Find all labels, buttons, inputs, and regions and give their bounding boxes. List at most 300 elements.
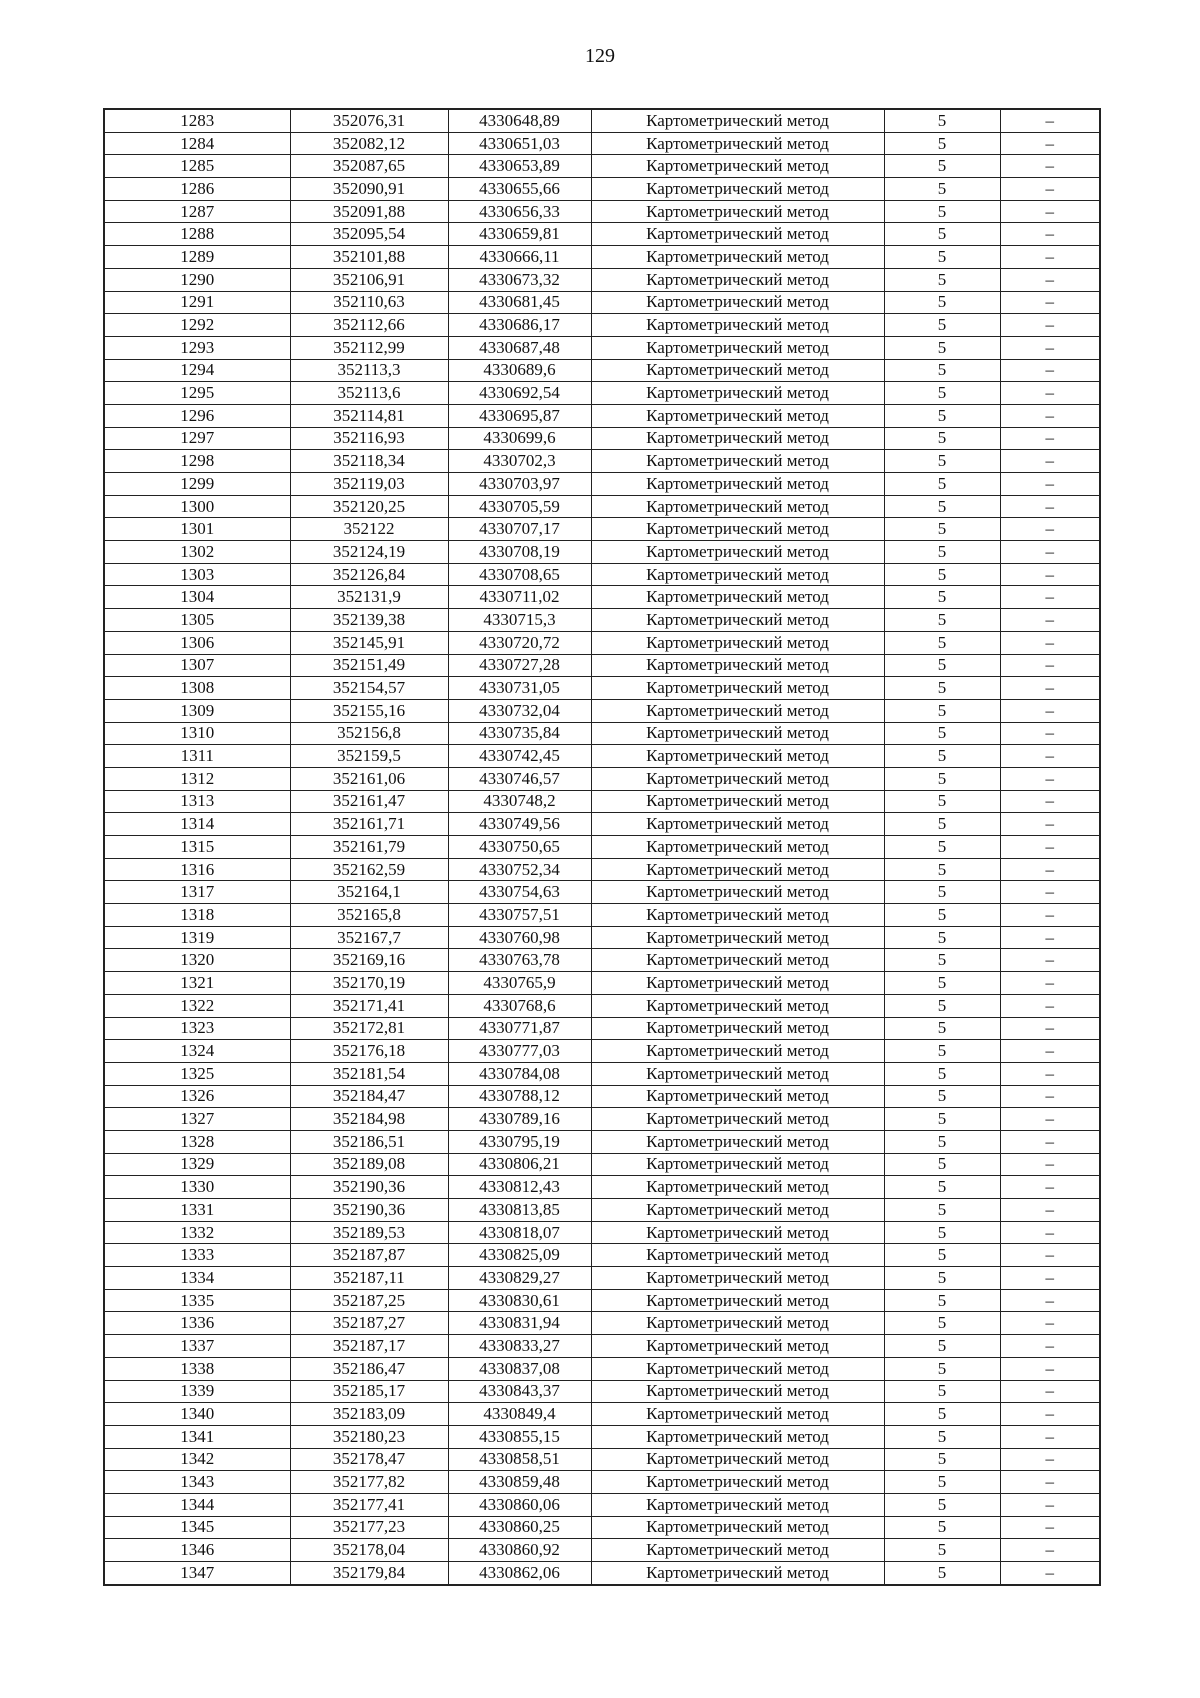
point-number-cell: 1284 xyxy=(104,132,290,155)
y-coordinate-cell: 4330806,21 xyxy=(448,1153,591,1176)
point-number-cell: 1325 xyxy=(104,1062,290,1085)
x-coordinate-cell: 352184,98 xyxy=(290,1108,448,1131)
x-coordinate-cell: 352139,38 xyxy=(290,609,448,632)
accuracy-cell: 5 xyxy=(884,1493,1000,1516)
method-cell: Картометрический метод xyxy=(591,155,884,178)
accuracy-cell: 5 xyxy=(884,813,1000,836)
table-row xyxy=(104,699,1100,722)
y-coordinate-cell: 4330813,85 xyxy=(448,1199,591,1222)
x-coordinate-cell: 352118,34 xyxy=(290,450,448,473)
method-cell: Картометрический метод xyxy=(591,314,884,337)
accuracy-cell: 5 xyxy=(884,246,1000,269)
method-cell: Картометрический метод xyxy=(591,994,884,1017)
method-cell: Картометрический метод xyxy=(591,1493,884,1516)
x-coordinate-cell: 352087,65 xyxy=(290,155,448,178)
remark-cell: – xyxy=(1000,382,1100,405)
x-coordinate-cell: 352186,51 xyxy=(290,1130,448,1153)
method-cell: Картометрический метод xyxy=(591,631,884,654)
accuracy-cell: 5 xyxy=(884,631,1000,654)
y-coordinate-cell: 4330765,9 xyxy=(448,972,591,995)
table-row xyxy=(104,178,1100,201)
accuracy-cell: 5 xyxy=(884,1425,1000,1448)
accuracy-cell: 5 xyxy=(884,1380,1000,1403)
point-number-cell: 1312 xyxy=(104,767,290,790)
table-row xyxy=(104,518,1100,541)
x-coordinate-cell: 352169,16 xyxy=(290,949,448,972)
accuracy-cell: 5 xyxy=(884,1471,1000,1494)
point-number-cell: 1336 xyxy=(104,1312,290,1335)
x-coordinate-cell: 352161,06 xyxy=(290,767,448,790)
accuracy-cell: 5 xyxy=(884,427,1000,450)
x-coordinate-cell: 352131,9 xyxy=(290,586,448,609)
y-coordinate-cell: 4330860,92 xyxy=(448,1539,591,1562)
accuracy-cell: 5 xyxy=(884,336,1000,359)
x-coordinate-cell: 352171,41 xyxy=(290,994,448,1017)
x-coordinate-cell: 352164,1 xyxy=(290,881,448,904)
x-coordinate-cell: 352151,49 xyxy=(290,654,448,677)
accuracy-cell: 5 xyxy=(884,541,1000,564)
y-coordinate-cell: 4330653,89 xyxy=(448,155,591,178)
remark-cell: – xyxy=(1000,1312,1100,1335)
x-coordinate-cell: 352178,47 xyxy=(290,1448,448,1471)
y-coordinate-cell: 4330860,06 xyxy=(448,1493,591,1516)
x-coordinate-cell: 352177,23 xyxy=(290,1516,448,1539)
accuracy-cell: 5 xyxy=(884,1199,1000,1222)
method-cell: Картометрический метод xyxy=(591,722,884,745)
method-cell: Картометрический метод xyxy=(591,495,884,518)
accuracy-cell: 5 xyxy=(884,926,1000,949)
remark-cell: – xyxy=(1000,1380,1100,1403)
point-number-cell: 1340 xyxy=(104,1403,290,1426)
accuracy-cell: 5 xyxy=(884,1244,1000,1267)
method-cell: Картометрический метод xyxy=(591,699,884,722)
x-coordinate-cell: 352177,82 xyxy=(290,1471,448,1494)
point-number-cell: 1329 xyxy=(104,1153,290,1176)
y-coordinate-cell: 4330795,19 xyxy=(448,1130,591,1153)
x-coordinate-cell: 352184,47 xyxy=(290,1085,448,1108)
point-number-cell: 1313 xyxy=(104,790,290,813)
accuracy-cell: 5 xyxy=(884,1040,1000,1063)
x-coordinate-cell: 352189,53 xyxy=(290,1221,448,1244)
table-row xyxy=(104,1471,1100,1494)
accuracy-cell: 5 xyxy=(884,677,1000,700)
x-coordinate-cell: 352177,41 xyxy=(290,1493,448,1516)
remark-cell: – xyxy=(1000,1176,1100,1199)
x-coordinate-cell: 352180,23 xyxy=(290,1425,448,1448)
accuracy-cell: 5 xyxy=(884,1221,1000,1244)
table-row xyxy=(104,495,1100,518)
method-cell: Картометрический метод xyxy=(591,609,884,632)
method-cell: Картометрический метод xyxy=(591,1221,884,1244)
point-number-cell: 1322 xyxy=(104,994,290,1017)
point-number-cell: 1293 xyxy=(104,336,290,359)
point-number-cell: 1342 xyxy=(104,1448,290,1471)
table-row xyxy=(104,1562,1100,1585)
x-coordinate-cell: 352187,11 xyxy=(290,1267,448,1290)
point-number-cell: 1347 xyxy=(104,1562,290,1585)
method-cell: Картометрический метод xyxy=(591,1425,884,1448)
x-coordinate-cell: 352187,27 xyxy=(290,1312,448,1335)
x-coordinate-cell: 352120,25 xyxy=(290,495,448,518)
remark-cell: – xyxy=(1000,813,1100,836)
point-number-cell: 1301 xyxy=(104,518,290,541)
table-row xyxy=(104,223,1100,246)
accuracy-cell: 5 xyxy=(884,495,1000,518)
remark-cell: – xyxy=(1000,132,1100,155)
x-coordinate-cell: 352145,91 xyxy=(290,631,448,654)
accuracy-cell: 5 xyxy=(884,972,1000,995)
y-coordinate-cell: 4330812,43 xyxy=(448,1176,591,1199)
table-row xyxy=(104,1493,1100,1516)
y-coordinate-cell: 4330715,3 xyxy=(448,609,591,632)
x-coordinate-cell: 352126,84 xyxy=(290,563,448,586)
x-coordinate-cell: 352112,99 xyxy=(290,336,448,359)
y-coordinate-cell: 4330711,02 xyxy=(448,586,591,609)
accuracy-cell: 5 xyxy=(884,473,1000,496)
x-coordinate-cell: 352161,47 xyxy=(290,790,448,813)
table-row xyxy=(104,1108,1100,1131)
coordinates-table-body xyxy=(104,109,1100,1585)
remark-cell: – xyxy=(1000,745,1100,768)
x-coordinate-cell: 352186,47 xyxy=(290,1357,448,1380)
accuracy-cell: 5 xyxy=(884,268,1000,291)
point-number-cell: 1327 xyxy=(104,1108,290,1131)
table-row xyxy=(104,291,1100,314)
table-row xyxy=(104,1380,1100,1403)
method-cell: Картометрический метод xyxy=(591,1448,884,1471)
x-coordinate-cell: 352155,16 xyxy=(290,699,448,722)
point-number-cell: 1333 xyxy=(104,1244,290,1267)
point-number-cell: 1320 xyxy=(104,949,290,972)
y-coordinate-cell: 4330705,59 xyxy=(448,495,591,518)
table-row xyxy=(104,1176,1100,1199)
table-row xyxy=(104,858,1100,881)
table-row xyxy=(104,1357,1100,1380)
remark-cell: – xyxy=(1000,291,1100,314)
accuracy-cell: 5 xyxy=(884,132,1000,155)
accuracy-cell: 5 xyxy=(884,1516,1000,1539)
remark-cell: – xyxy=(1000,178,1100,201)
table-row xyxy=(104,1425,1100,1448)
remark-cell: – xyxy=(1000,790,1100,813)
point-number-cell: 1318 xyxy=(104,904,290,927)
y-coordinate-cell: 4330742,45 xyxy=(448,745,591,768)
point-number-cell: 1298 xyxy=(104,450,290,473)
accuracy-cell: 5 xyxy=(884,1153,1000,1176)
y-coordinate-cell: 4330830,61 xyxy=(448,1289,591,1312)
x-coordinate-cell: 352116,93 xyxy=(290,427,448,450)
table-row xyxy=(104,314,1100,337)
method-cell: Картометрический метод xyxy=(591,1176,884,1199)
x-coordinate-cell: 352101,88 xyxy=(290,246,448,269)
point-number-cell: 1337 xyxy=(104,1335,290,1358)
remark-cell: – xyxy=(1000,654,1100,677)
x-coordinate-cell: 352091,88 xyxy=(290,200,448,223)
x-coordinate-cell: 352189,08 xyxy=(290,1153,448,1176)
y-coordinate-cell: 4330843,37 xyxy=(448,1380,591,1403)
method-cell: Картометрический метод xyxy=(591,881,884,904)
table-row xyxy=(104,745,1100,768)
remark-cell: – xyxy=(1000,314,1100,337)
accuracy-cell: 5 xyxy=(884,745,1000,768)
method-cell: Картометрический метод xyxy=(591,1267,884,1290)
accuracy-cell: 5 xyxy=(884,767,1000,790)
remark-cell: – xyxy=(1000,1562,1100,1585)
table-row xyxy=(104,1040,1100,1063)
point-number-cell: 1285 xyxy=(104,155,290,178)
method-cell: Картометрический метод xyxy=(591,1539,884,1562)
point-number-cell: 1335 xyxy=(104,1289,290,1312)
accuracy-cell: 5 xyxy=(884,1108,1000,1131)
y-coordinate-cell: 4330673,32 xyxy=(448,268,591,291)
remark-cell: – xyxy=(1000,1448,1100,1471)
y-coordinate-cell: 4330788,12 xyxy=(448,1085,591,1108)
remark-cell: – xyxy=(1000,1130,1100,1153)
remark-cell: – xyxy=(1000,586,1100,609)
accuracy-cell: 5 xyxy=(884,654,1000,677)
method-cell: Картометрический метод xyxy=(591,972,884,995)
accuracy-cell: 5 xyxy=(884,404,1000,427)
table-row xyxy=(104,1539,1100,1562)
accuracy-cell: 5 xyxy=(884,1130,1000,1153)
accuracy-cell: 5 xyxy=(884,1335,1000,1358)
table-row xyxy=(104,1153,1100,1176)
point-number-cell: 1287 xyxy=(104,200,290,223)
method-cell: Картометрический метод xyxy=(591,1085,884,1108)
y-coordinate-cell: 4330833,27 xyxy=(448,1335,591,1358)
table-row xyxy=(104,972,1100,995)
accuracy-cell: 5 xyxy=(884,904,1000,927)
remark-cell: – xyxy=(1000,1017,1100,1040)
accuracy-cell: 5 xyxy=(884,790,1000,813)
y-coordinate-cell: 4330708,65 xyxy=(448,563,591,586)
method-cell: Картометрический метод xyxy=(591,178,884,201)
x-coordinate-cell: 352076,31 xyxy=(290,109,448,132)
remark-cell: – xyxy=(1000,994,1100,1017)
point-number-cell: 1289 xyxy=(104,246,290,269)
table-row xyxy=(104,1221,1100,1244)
point-number-cell: 1286 xyxy=(104,178,290,201)
point-number-cell: 1343 xyxy=(104,1471,290,1494)
y-coordinate-cell: 4330858,51 xyxy=(448,1448,591,1471)
method-cell: Картометрический метод xyxy=(591,1312,884,1335)
y-coordinate-cell: 4330855,15 xyxy=(448,1425,591,1448)
point-number-cell: 1304 xyxy=(104,586,290,609)
coordinates-table xyxy=(103,108,1101,1586)
accuracy-cell: 5 xyxy=(884,1176,1000,1199)
remark-cell: – xyxy=(1000,518,1100,541)
point-number-cell: 1310 xyxy=(104,722,290,745)
table-row xyxy=(104,450,1100,473)
point-number-cell: 1345 xyxy=(104,1516,290,1539)
y-coordinate-cell: 4330825,09 xyxy=(448,1244,591,1267)
table-row xyxy=(104,268,1100,291)
point-number-cell: 1295 xyxy=(104,382,290,405)
point-number-cell: 1323 xyxy=(104,1017,290,1040)
method-cell: Картометрический метод xyxy=(591,268,884,291)
remark-cell: – xyxy=(1000,1335,1100,1358)
method-cell: Картометрический метод xyxy=(591,427,884,450)
table-row xyxy=(104,1403,1100,1426)
table-row xyxy=(104,1267,1100,1290)
table-row xyxy=(104,1199,1100,1222)
y-coordinate-cell: 4330749,56 xyxy=(448,813,591,836)
accuracy-cell: 5 xyxy=(884,359,1000,382)
y-coordinate-cell: 4330731,05 xyxy=(448,677,591,700)
method-cell: Картометрический метод xyxy=(591,1153,884,1176)
remark-cell: – xyxy=(1000,631,1100,654)
y-coordinate-cell: 4330666,11 xyxy=(448,246,591,269)
method-cell: Картометрический метод xyxy=(591,904,884,927)
x-coordinate-cell: 352183,09 xyxy=(290,1403,448,1426)
page-number: 129 xyxy=(585,45,615,67)
y-coordinate-cell: 4330687,48 xyxy=(448,336,591,359)
y-coordinate-cell: 4330707,17 xyxy=(448,518,591,541)
table-row xyxy=(104,881,1100,904)
point-number-cell: 1307 xyxy=(104,654,290,677)
method-cell: Картометрический метод xyxy=(591,1471,884,1494)
point-number-cell: 1321 xyxy=(104,972,290,995)
remark-cell: – xyxy=(1000,1085,1100,1108)
remark-cell: – xyxy=(1000,926,1100,949)
accuracy-cell: 5 xyxy=(884,1312,1000,1335)
table-row xyxy=(104,813,1100,836)
point-number-cell: 1308 xyxy=(104,677,290,700)
method-cell: Картометрический метод xyxy=(591,949,884,972)
accuracy-cell: 5 xyxy=(884,382,1000,405)
x-coordinate-cell: 352187,87 xyxy=(290,1244,448,1267)
x-coordinate-cell: 352161,71 xyxy=(290,813,448,836)
table-row xyxy=(104,200,1100,223)
remark-cell: – xyxy=(1000,836,1100,859)
y-coordinate-cell: 4330659,81 xyxy=(448,223,591,246)
y-coordinate-cell: 4330829,27 xyxy=(448,1267,591,1290)
x-coordinate-cell: 352112,66 xyxy=(290,314,448,337)
point-number-cell: 1306 xyxy=(104,631,290,654)
method-cell: Картометрический метод xyxy=(591,563,884,586)
point-number-cell: 1294 xyxy=(104,359,290,382)
point-number-cell: 1309 xyxy=(104,699,290,722)
point-number-cell: 1291 xyxy=(104,291,290,314)
remark-cell: – xyxy=(1000,427,1100,450)
x-coordinate-cell: 352106,91 xyxy=(290,268,448,291)
table-row xyxy=(104,1130,1100,1153)
point-number-cell: 1328 xyxy=(104,1130,290,1153)
y-coordinate-cell: 4330789,16 xyxy=(448,1108,591,1131)
accuracy-cell: 5 xyxy=(884,609,1000,632)
method-cell: Картометрический метод xyxy=(591,1017,884,1040)
point-number-cell: 1303 xyxy=(104,563,290,586)
accuracy-cell: 5 xyxy=(884,586,1000,609)
x-coordinate-cell: 352114,81 xyxy=(290,404,448,427)
method-cell: Картометрический метод xyxy=(591,200,884,223)
remark-cell: – xyxy=(1000,1493,1100,1516)
x-coordinate-cell: 352187,25 xyxy=(290,1289,448,1312)
accuracy-cell: 5 xyxy=(884,1448,1000,1471)
table-row xyxy=(104,1448,1100,1471)
accuracy-cell: 5 xyxy=(884,1062,1000,1085)
x-coordinate-cell: 352154,57 xyxy=(290,677,448,700)
method-cell: Картометрический метод xyxy=(591,382,884,405)
remark-cell: – xyxy=(1000,677,1100,700)
accuracy-cell: 5 xyxy=(884,858,1000,881)
y-coordinate-cell: 4330695,87 xyxy=(448,404,591,427)
point-number-cell: 1338 xyxy=(104,1357,290,1380)
remark-cell: – xyxy=(1000,1040,1100,1063)
accuracy-cell: 5 xyxy=(884,881,1000,904)
remark-cell: – xyxy=(1000,246,1100,269)
point-number-cell: 1300 xyxy=(104,495,290,518)
y-coordinate-cell: 4330708,19 xyxy=(448,541,591,564)
method-cell: Картометрический метод xyxy=(591,858,884,881)
table-row xyxy=(104,586,1100,609)
point-number-cell: 1288 xyxy=(104,223,290,246)
accuracy-cell: 5 xyxy=(884,200,1000,223)
method-cell: Картометрический метод xyxy=(591,1289,884,1312)
point-number-cell: 1344 xyxy=(104,1493,290,1516)
method-cell: Картометрический метод xyxy=(591,654,884,677)
remark-cell: – xyxy=(1000,972,1100,995)
x-coordinate-cell: 352167,7 xyxy=(290,926,448,949)
method-cell: Картометрический метод xyxy=(591,1562,884,1585)
method-cell: Картометрический метод xyxy=(591,1199,884,1222)
accuracy-cell: 5 xyxy=(884,314,1000,337)
method-cell: Картометрический метод xyxy=(591,1130,884,1153)
accuracy-cell: 5 xyxy=(884,563,1000,586)
method-cell: Картометрический метод xyxy=(591,1403,884,1426)
table-row xyxy=(104,382,1100,405)
table-row xyxy=(104,994,1100,1017)
remark-cell: – xyxy=(1000,904,1100,927)
method-cell: Картометрический метод xyxy=(591,246,884,269)
accuracy-cell: 5 xyxy=(884,1085,1000,1108)
x-coordinate-cell: 352170,19 xyxy=(290,972,448,995)
point-number-cell: 1302 xyxy=(104,541,290,564)
accuracy-cell: 5 xyxy=(884,291,1000,314)
y-coordinate-cell: 4330777,03 xyxy=(448,1040,591,1063)
y-coordinate-cell: 4330818,07 xyxy=(448,1221,591,1244)
remark-cell: – xyxy=(1000,1267,1100,1290)
remark-cell: – xyxy=(1000,1199,1100,1222)
method-cell: Картометрический метод xyxy=(591,586,884,609)
point-number-cell: 1315 xyxy=(104,836,290,859)
table-row xyxy=(104,949,1100,972)
table-row xyxy=(104,836,1100,859)
remark-cell: – xyxy=(1000,1471,1100,1494)
point-number-cell: 1311 xyxy=(104,745,290,768)
table-row xyxy=(104,722,1100,745)
method-cell: Картометрический метод xyxy=(591,450,884,473)
table-row xyxy=(104,926,1100,949)
point-number-cell: 1341 xyxy=(104,1425,290,1448)
point-number-cell: 1297 xyxy=(104,427,290,450)
x-coordinate-cell: 352110,63 xyxy=(290,291,448,314)
remark-cell: – xyxy=(1000,450,1100,473)
table-row xyxy=(104,404,1100,427)
method-cell: Картометрический метод xyxy=(591,404,884,427)
method-cell: Картометрический метод xyxy=(591,1108,884,1131)
remark-cell: – xyxy=(1000,609,1100,632)
y-coordinate-cell: 4330703,97 xyxy=(448,473,591,496)
method-cell: Картометрический метод xyxy=(591,1335,884,1358)
y-coordinate-cell: 4330648,89 xyxy=(448,109,591,132)
remark-cell: – xyxy=(1000,1425,1100,1448)
table-row xyxy=(104,563,1100,586)
method-cell: Картометрический метод xyxy=(591,1380,884,1403)
y-coordinate-cell: 4330686,17 xyxy=(448,314,591,337)
remark-cell: – xyxy=(1000,1108,1100,1131)
remark-cell: – xyxy=(1000,1539,1100,1562)
